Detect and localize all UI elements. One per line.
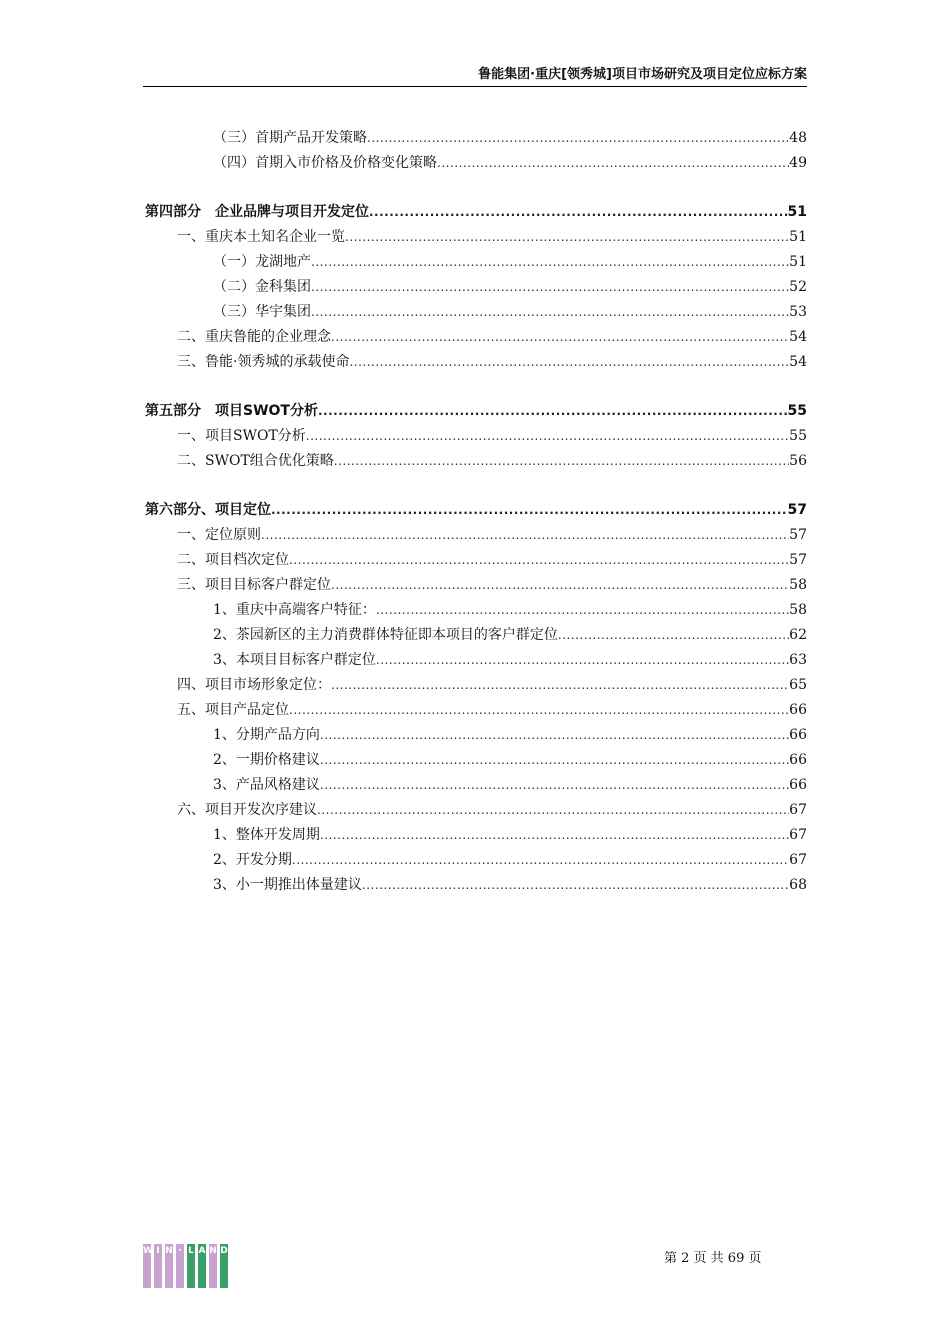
toc-entry[interactable] bbox=[143, 673, 807, 698]
toc-leader-dots bbox=[376, 598, 789, 623]
toc-entry-page: 58 bbox=[789, 577, 807, 593]
toc-entry-text: （二）金科集团 bbox=[213, 279, 311, 295]
toc-leader-dots bbox=[311, 300, 789, 325]
toc-leader-dots bbox=[320, 748, 789, 773]
logo-letter: W bbox=[143, 1246, 153, 1256]
toc-entry-page: 56 bbox=[789, 453, 807, 469]
toc-entry-text: 第五部分 项目SWOT分析 bbox=[145, 403, 318, 419]
toc-entry[interactable] bbox=[143, 873, 807, 898]
toc-leader-dots bbox=[362, 873, 789, 898]
toc-entry-text: 1、重庆中高端客户特征： bbox=[213, 602, 376, 618]
toc-leader-dots bbox=[289, 548, 789, 573]
logo-letter-block bbox=[154, 1244, 162, 1288]
toc-entry-text: （四）首期入市价格及价格变化策略 bbox=[213, 155, 437, 171]
toc-entry[interactable] bbox=[143, 350, 807, 375]
toc-entry-text: （一）龙湖地产 bbox=[213, 254, 311, 270]
section-gap bbox=[143, 474, 807, 498]
toc-entry[interactable] bbox=[143, 250, 807, 275]
toc-entry[interactable] bbox=[143, 773, 807, 798]
toc-entry[interactable] bbox=[143, 275, 807, 300]
toc-part-heading[interactable] bbox=[143, 498, 807, 523]
toc-entry-page: 55 bbox=[789, 428, 807, 444]
toc-entry-text: （三）华宇集团 bbox=[213, 304, 311, 320]
logo-letter: N bbox=[165, 1246, 173, 1256]
toc-entry[interactable] bbox=[143, 823, 807, 848]
section-gap bbox=[143, 176, 807, 200]
toc-entry[interactable] bbox=[143, 623, 807, 648]
toc-entry-text: 一、定位原则 bbox=[177, 527, 261, 543]
toc-entry-text: 1、整体开发周期 bbox=[213, 827, 320, 843]
toc-entry[interactable] bbox=[143, 548, 807, 573]
toc-entry-text: 四、项目市场形象定位： bbox=[177, 677, 331, 693]
toc-entry-text: 2、一期价格建议 bbox=[213, 752, 320, 768]
toc-part-heading[interactable] bbox=[143, 200, 807, 225]
toc-entry-text: 第六部分、项目定位 bbox=[145, 502, 271, 518]
toc-group-items bbox=[143, 424, 807, 474]
logo-letter: L bbox=[188, 1246, 194, 1256]
toc-entry-text: 三、鲁能·领秀城的承载使命 bbox=[177, 354, 350, 370]
toc-entry-text: 第四部分 企业品牌与项目开发定位 bbox=[145, 204, 369, 220]
toc-entry[interactable] bbox=[143, 573, 807, 598]
toc-entry-page: 66 bbox=[789, 727, 807, 743]
toc-leader-dots bbox=[331, 573, 789, 598]
toc-entry-page: 58 bbox=[789, 602, 807, 618]
toc-entry-page: 66 bbox=[789, 752, 807, 768]
logo-letter-block bbox=[187, 1244, 195, 1288]
logo-letter: · bbox=[178, 1246, 182, 1256]
toc-entry-page: 51 bbox=[787, 204, 807, 220]
toc-entry-text: （三）首期产品开发策略 bbox=[213, 130, 367, 146]
logo-letter-block bbox=[165, 1244, 173, 1288]
toc-entry-text: 一、项目SWOT分析 bbox=[177, 428, 306, 444]
toc-entry[interactable] bbox=[143, 151, 807, 176]
toc-entry-text: 三、项目目标客户群定位 bbox=[177, 577, 331, 593]
toc-entry-text: 二、重庆鲁能的企业理念 bbox=[177, 329, 331, 345]
toc-entry-page: 65 bbox=[789, 677, 807, 693]
toc-entry[interactable] bbox=[143, 424, 807, 449]
logo-letter-block bbox=[209, 1244, 217, 1288]
toc-entry-page: 67 bbox=[789, 827, 807, 843]
toc-entry[interactable] bbox=[143, 126, 807, 151]
toc-entry-text: 六、项目开发次序建议 bbox=[177, 802, 317, 818]
logo-letter-block bbox=[220, 1244, 228, 1288]
toc-leader-dots bbox=[289, 698, 789, 723]
toc-group-items bbox=[143, 523, 807, 898]
toc-leader-dots bbox=[345, 225, 789, 250]
toc-entry[interactable] bbox=[143, 648, 807, 673]
toc-entry[interactable] bbox=[143, 698, 807, 723]
toc-entry-page: 57 bbox=[789, 552, 807, 568]
toc-entry-page: 62 bbox=[789, 627, 807, 643]
section-gap bbox=[143, 375, 807, 399]
toc-entry[interactable] bbox=[143, 300, 807, 325]
toc-entry[interactable] bbox=[143, 523, 807, 548]
toc-entry-page: 51 bbox=[789, 254, 807, 270]
toc-entry-text: 二、SWOT组合优化策略 bbox=[177, 453, 334, 469]
toc-entry-text: 五、项目产品定位 bbox=[177, 702, 289, 718]
logo-letter-block bbox=[198, 1244, 206, 1288]
toc-leader-dots bbox=[376, 648, 789, 673]
toc-entry[interactable] bbox=[143, 798, 807, 823]
toc-entry[interactable] bbox=[143, 598, 807, 623]
toc-entry-page: 63 bbox=[789, 652, 807, 668]
logo-letter: I bbox=[156, 1246, 160, 1256]
toc-entry-text: 1、分期产品方向 bbox=[213, 727, 320, 743]
toc-entry[interactable] bbox=[143, 225, 807, 250]
toc-entry-page: 57 bbox=[787, 502, 807, 518]
toc-leader-dots bbox=[311, 275, 789, 300]
toc-entry-text: 2、茶园新区的主力消费群体特征即本项目的客户群定位 bbox=[213, 627, 558, 643]
toc-entry-page: 52 bbox=[789, 279, 807, 295]
toc-entry-text: 3、产品风格建议 bbox=[213, 777, 320, 793]
toc-leader-dots bbox=[331, 673, 789, 698]
toc-leader-dots bbox=[317, 798, 789, 823]
toc-entry-page: 49 bbox=[789, 155, 807, 171]
toc-entry[interactable] bbox=[143, 748, 807, 773]
toc-entry-page: 66 bbox=[789, 702, 807, 718]
logo-letter: D bbox=[220, 1246, 228, 1256]
logo-letter: A bbox=[198, 1246, 206, 1256]
toc-entry-text: 二、项目档次定位 bbox=[177, 552, 289, 568]
toc-entry-page: 54 bbox=[789, 329, 807, 345]
toc-entry-page: 54 bbox=[789, 354, 807, 370]
toc-entry-page: 51 bbox=[789, 229, 807, 245]
toc-leader-dots bbox=[320, 773, 789, 798]
toc-leader-dots bbox=[334, 449, 789, 474]
toc-entry-text: 3、本项目目标客户群定位 bbox=[213, 652, 376, 668]
toc-leader-dots bbox=[558, 623, 789, 648]
table-of-contents bbox=[143, 126, 807, 898]
toc-leader-dots bbox=[437, 151, 789, 176]
toc-leader-dots bbox=[331, 325, 789, 350]
toc-leader-dots bbox=[367, 126, 789, 151]
toc-leader-dots bbox=[369, 200, 788, 225]
toc-leader-dots bbox=[320, 823, 789, 848]
toc-entry[interactable] bbox=[143, 325, 807, 350]
toc-entry[interactable] bbox=[143, 848, 807, 873]
toc-entry-text: 一、重庆本土知名企业一览 bbox=[177, 229, 345, 245]
toc-entry-page: 53 bbox=[789, 304, 807, 320]
toc-leader-dots bbox=[271, 498, 788, 523]
logo-letter-block bbox=[176, 1244, 184, 1288]
toc-entry-page: 48 bbox=[789, 130, 807, 146]
toc-entry[interactable] bbox=[143, 723, 807, 748]
toc-entry-page: 67 bbox=[789, 802, 807, 818]
toc-group-items bbox=[143, 225, 807, 375]
toc-part-heading[interactable] bbox=[143, 399, 807, 424]
toc-entry-page: 67 bbox=[789, 852, 807, 868]
toc-leader-dots bbox=[318, 399, 788, 424]
document-header bbox=[143, 66, 807, 87]
toc-leader-dots bbox=[320, 723, 789, 748]
toc-entry-page: 57 bbox=[789, 527, 807, 543]
toc-entry[interactable] bbox=[143, 449, 807, 474]
toc-leader-dots bbox=[306, 424, 789, 449]
toc-leader-dots bbox=[292, 848, 789, 873]
toc-entry-text: 3、小一期推出体量建议 bbox=[213, 877, 362, 893]
toc-entry-page: 66 bbox=[789, 777, 807, 793]
winland-logo bbox=[143, 1244, 228, 1288]
header-title: 鲁能集团·重庆[领秀城]项目市场研究及项目定位应标方案 bbox=[478, 67, 807, 82]
toc-leader-dots bbox=[349, 350, 789, 375]
toc-leader-dots bbox=[311, 250, 789, 275]
toc-entry-text: 2、开发分期 bbox=[213, 852, 292, 868]
toc-entry-page: 55 bbox=[787, 403, 807, 419]
logo-letter-block bbox=[143, 1244, 151, 1288]
toc-leader-dots bbox=[261, 523, 789, 548]
logo-letter: N bbox=[209, 1246, 217, 1256]
page-number: 第 2 页 共 69 页 bbox=[664, 1251, 762, 1266]
toc-entry-page: 68 bbox=[789, 877, 807, 893]
